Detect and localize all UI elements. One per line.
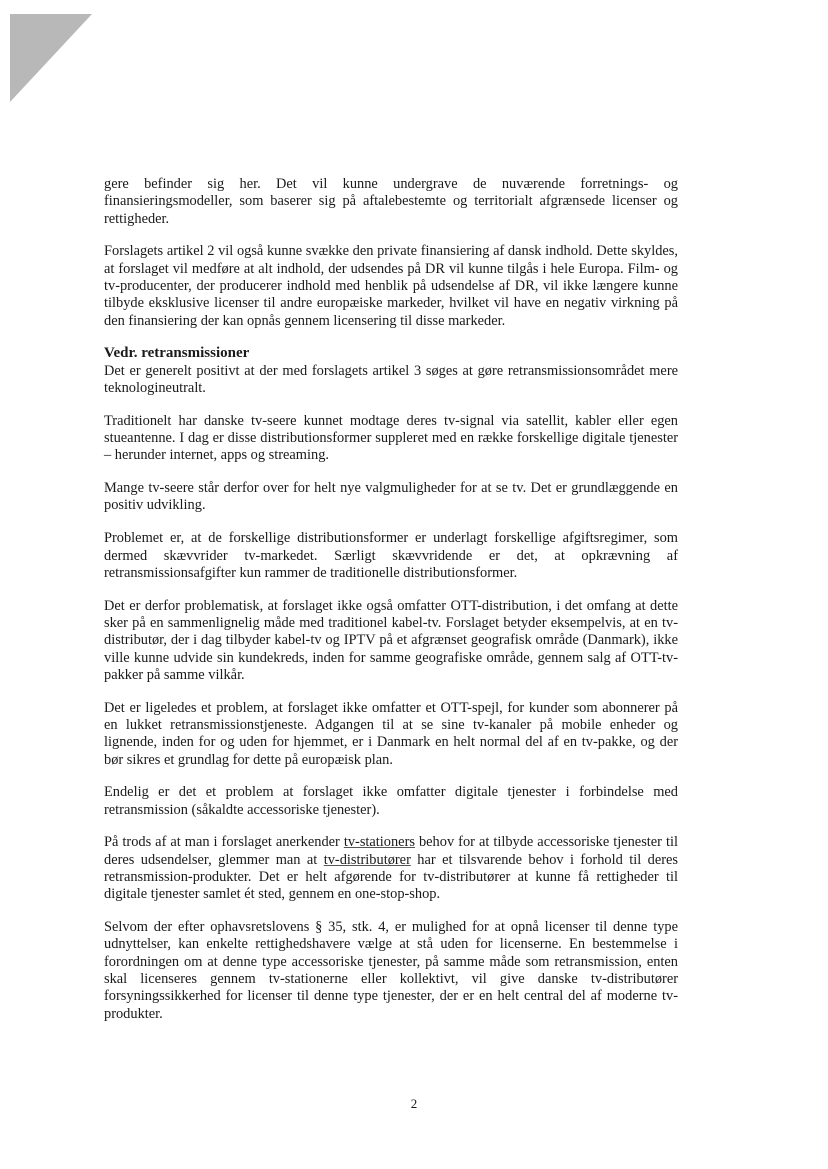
underlined-term-tv-stationers: tv-stationers: [343, 834, 415, 851]
text-span: På trods af at man i forslaget anerkender: [104, 834, 344, 851]
paragraph: Det er generelt positivt at der med forslagets artikel 3 søges at gøre retransmissionsområdet mere teknologineutralt.: [104, 362, 678, 396]
paragraph: Det er ligeledes et problem, at forslaget ikke omfatter et OTT-spejl, for kunder som abonnerer på en lukket retransmissionstjeneste. Adgangen til at se sine tv-kanaler på mobile enheder og lignende, inden for og uden for hjemmet, er i Danmark en helt normal del af en tv-pakke, og der bør sikres et grundlag for dette på europæisk plan.: [104, 699, 678, 768]
paragraph: gere befinder sig her. Det vil kunne undergrave de nuværende forretnings- og finansieringsmodeller, som baserer sig på aftalebestemte og territorialt afgrænsede licenser og rettigheder.: [104, 176, 678, 227]
section-heading: Vedr. retransmissioner: [104, 345, 250, 362]
accessory-services-paragraph: [104, 834, 678, 903]
paragraph: Mange tv-seere står derfor over for helt nye valgmuligheder for at se tv. Det er grundlæggende en positiv udvikling.: [104, 480, 678, 514]
paragraph: Det er derfor problematisk, at forslaget ikke også omfatter OTT-distribution, i det omfang at dette sker på en sammenlignelig måde med traditionel kabel-tv. Forslaget betyder eksempelvis, at en tv-distributør, der i dag tilbyder kabel-tv og IPTV på et afgrænset geografisk område (Danmark), ikke ville kunne udvide sin kundekreds, inden for samme geografiske område, gennem salg af OTT-tv-pakker på samme vilkår.: [104, 597, 678, 683]
underlined-term-tv-distributorer: tv-distributører: [323, 851, 411, 868]
paragraph: Forslagets artikel 2 vil også kunne svække den private finansiering af dansk indhold. Dette skyldes, at forslaget vil medføre at alt indhold, der udsendes på DR vil kunne tilgås i hele Europa. Film- og tv-producenter, der producerer indhold med henblik på udsendelse af DR, vil ikke længere kunne tilbyde eksklusive licenser til andre europæiske markeder, hvilket vil have en negativ virkning på den finansiering der kan opnås gennem licensering til disse markeder.: [104, 243, 678, 329]
text-span: har et tilsvarende behov i forhold til deres retransmission-produkter. Det er helt afgørende for tv-distributører at kunne få rettigheder til digitale tjenester samlet ét sted, gennem en one-stop-shop.: [104, 851, 678, 903]
paragraph: Problemet er, at de forskellige distributionsformer er underlagt forskellige afgiftsregimer, som dermed skævvrider tv-markedet. Særligt skævvridende er det, at opkrævning af retransmissionsafgifter kun rammer de traditionelle distributionsformer.: [104, 530, 678, 581]
page-number: 2: [410, 1096, 418, 1111]
paragraph: Selvom der efter ophavsretslovens § 35, stk. 4, er mulighed for at opnå licenser til denne type udnyttelser, kan enkelte rettighedshavere vælge at stå uden for licenserne. En bestemmelse i forordningen om at denne type accessoriske tjenester, på samme måde som retransmission, enten skal licenseres gennem tv-stationerne eller kollektivt, vil give danske tv-distributører forsyningssikkerhed for licenser til denne type tjenester, der er en helt central del af moderne tv-produkter.: [104, 919, 678, 1022]
document-body: [104, 176, 678, 1038]
paragraph: Traditionelt har danske tv-seere kunnet modtage deres tv-signal via satellit, kabler eller egen stueantenne. I dag er disse distributionsformer suppleret med en række forskellige digitale tjenester – herunder internet, apps og streaming.: [104, 412, 678, 464]
paragraph: Endelig er det et problem at forslaget ikke omfatter digitale tjenester i forbindelse med retransmission (såkaldte accessoriske tjenester).: [104, 784, 678, 818]
text-span: behov for at tilbyde accessoriske tjenester til deres udsendelser, glemmer man at: [104, 834, 678, 868]
page-corner-fold: [10, 14, 92, 102]
